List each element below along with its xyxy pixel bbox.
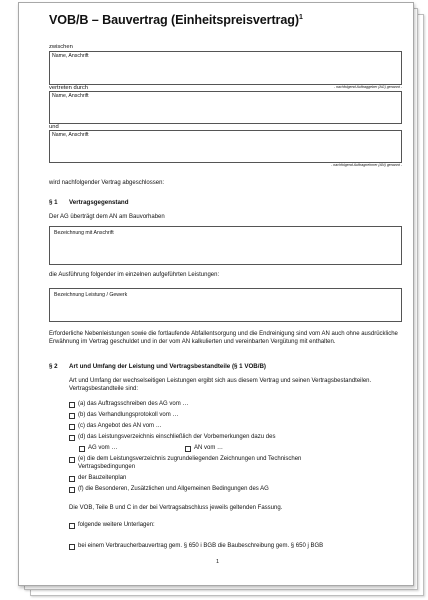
item-c-checkbox[interactable] — [69, 424, 75, 430]
section2-heading — [49, 363, 266, 370]
party2-field[interactable] — [49, 130, 402, 163]
section1-heading — [49, 199, 129, 206]
further-docs-row — [69, 522, 155, 529]
schedule-row — [69, 475, 126, 482]
schedule-checkbox[interactable] — [69, 476, 75, 482]
item-d-ag-checkbox[interactable] — [79, 446, 85, 452]
schedule-label: der Bauzeitenplan — [78, 475, 127, 481]
item-d-checkbox[interactable] — [69, 435, 75, 441]
further-docs-checkbox[interactable] — [69, 523, 75, 529]
item-a-checkbox[interactable] — [69, 402, 75, 408]
item-b-checkbox[interactable] — [69, 413, 75, 419]
item-d-ag-row — [79, 445, 117, 452]
item-d-ag-label: AG vom … — [88, 445, 118, 451]
further-docs-label: folgende weitere Unterlagen: — [78, 522, 155, 528]
service-field[interactable] — [49, 288, 402, 322]
item-f-row — [69, 486, 269, 493]
item-b-label: (b) das Verhandlungsprotokoll vom … — [78, 412, 179, 418]
consumer-contract-label: bei einem Verbraucherbauvertrag gem. § 650 i BGB die Baubeschreibung gem. § 650 j BGB — [78, 543, 324, 549]
item-b-row — [69, 412, 178, 419]
item-d-label: (d) das Leistungsverzeichnis einschließlich der Vorbemerkungen dazu des — [78, 434, 276, 440]
section2-title: Art und Umfang der Leistung und Vertragsbestandteile (§ 1 VOB/B) — [69, 363, 266, 370]
service-field-label: Bezeichnung Leistung / Gewerk — [54, 292, 128, 298]
party1-field[interactable] — [49, 51, 402, 85]
item-e-continued: Vertragsbedingungen — [78, 464, 136, 470]
section2-intro: Art und Umfang der wechselseitigen Leistungen ergibt sich aus diesem Vertrag und seinen Vertragsbestandteilen. Vertragsbestandteile sind: — [69, 378, 372, 392]
intro-text: wird nachfolgender Vertrag abgeschlossen: — [49, 180, 165, 186]
consumer-contract-checkbox[interactable] — [69, 544, 75, 550]
party1-field-label: Name, Anschrift — [52, 53, 89, 59]
item-e-checkbox[interactable] — [69, 457, 75, 463]
contractor-role-note: - nachfolgend Auftragnehmer (AN) genannt - — [331, 163, 402, 167]
project-field[interactable] — [49, 226, 402, 265]
consumer-contract-row — [69, 543, 323, 550]
item-a-row — [69, 401, 188, 408]
section1-text1: Der AG überträgt dem AN am Bauvorhaben — [49, 214, 165, 220]
section1-text3: Erforderliche Nebenleistungen sowie die fortlaufende Abfallentsorgung und die Endreinigung sind vom AN auch ohne ausdrückliche Erwähnung im Vertrag geschuldet und in der vom AN kalkulierten und vereinbarten Vergütung mit enthalten. — [49, 331, 398, 345]
section2-number: § 2 — [49, 363, 58, 370]
document-page — [18, 2, 414, 586]
title-footnote-marker: 1 — [298, 13, 303, 21]
representative-field[interactable] — [49, 91, 402, 124]
item-a-label: (a) das Auftragsschreiben des AG vom … — [78, 401, 189, 407]
item-d-an-checkbox[interactable] — [185, 446, 191, 452]
page-number: 1 — [216, 559, 220, 565]
section1-title: Vertragsgegenstand — [69, 199, 129, 206]
section1-text2: die Ausführung folgender im einzelnen aufgeführten Leistungen: — [49, 272, 220, 278]
represented-label: vertreten durch — [49, 85, 88, 91]
and-label: und — [49, 124, 59, 130]
representative-field-label: Name, Anschrift — [52, 93, 89, 99]
title-text: VOB/B – Bauvertrag (Einheitspreisvertrag) — [49, 13, 299, 27]
project-field-label: Bezeichnung mit Anschrift — [54, 230, 114, 236]
between-label: zwischen — [49, 44, 73, 50]
item-c-row — [69, 423, 162, 430]
section1-number: § 1 — [49, 199, 58, 206]
vob-text: Die VOB, Teile B und C in der bei Vertragsabschluss jeweils geltenden Fassung. — [69, 505, 283, 511]
document-title — [49, 13, 303, 27]
item-e-row — [69, 456, 301, 463]
item-d-an-label: AN vom … — [194, 445, 224, 451]
item-f-checkbox[interactable] — [69, 487, 75, 493]
item-f-label: (f) die Besonderen, Zusätzlichen und Allgemeinen Bedingungen des AG — [78, 486, 269, 492]
item-d-row — [69, 434, 275, 441]
party2-field-label: Name, Anschrift — [52, 132, 89, 138]
item-e-label: (e) die dem Leistungsverzeichnis zugrundeliegenden Zeichnungen und Technischen — [78, 456, 302, 462]
item-d-an-row — [185, 445, 223, 452]
item-c-label: (c) das Angebot des AN vom … — [78, 423, 162, 429]
client-role-note: - nachfolgend Auftraggeber (AG) genannt - — [333, 85, 402, 89]
